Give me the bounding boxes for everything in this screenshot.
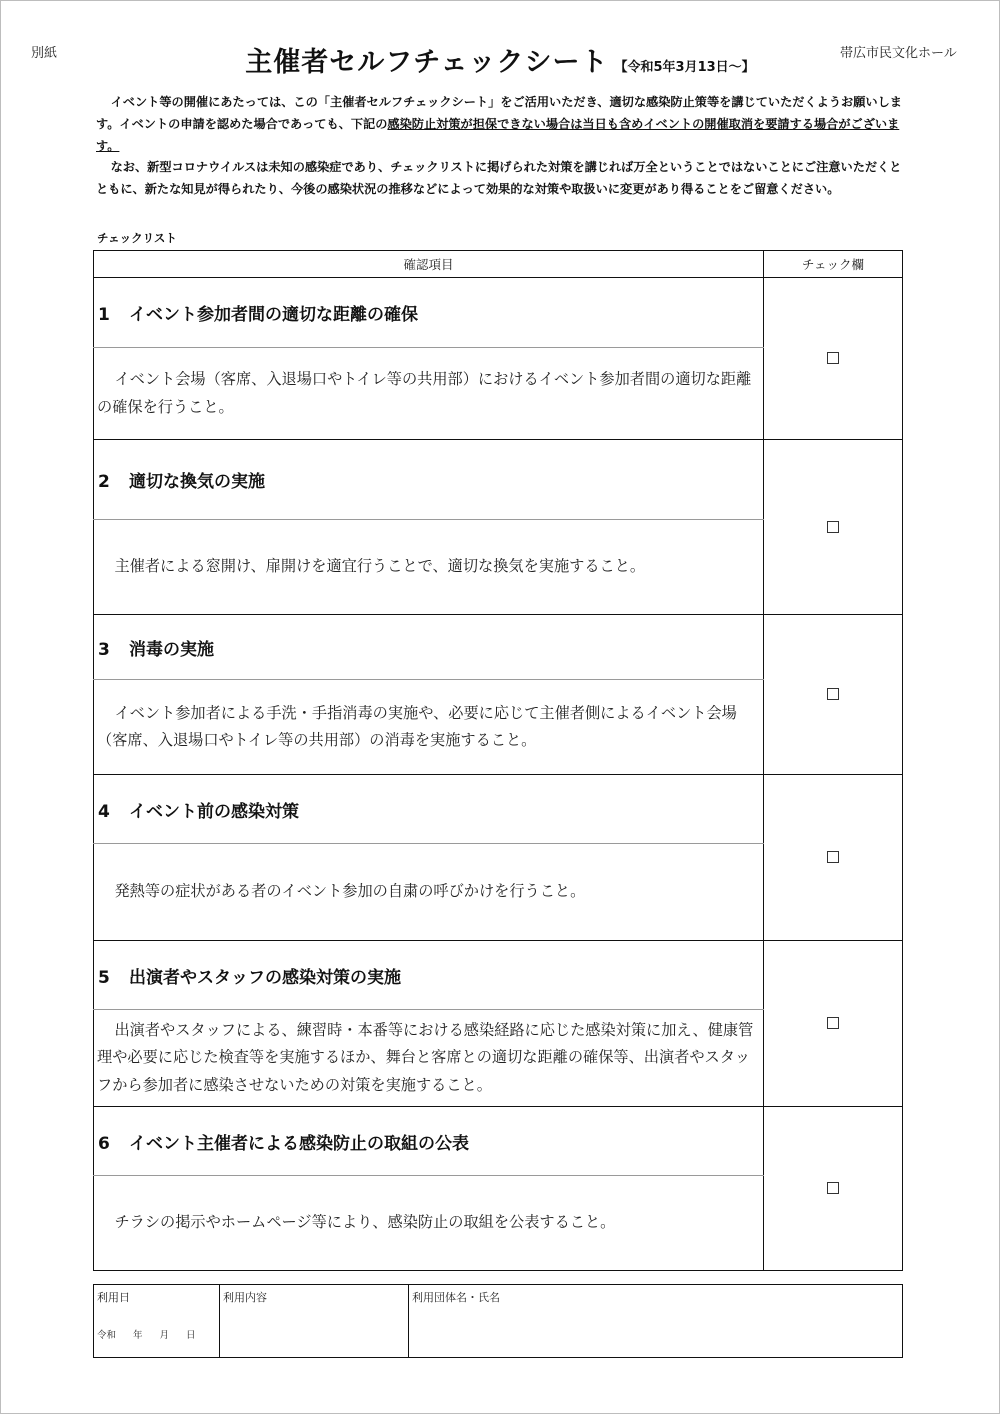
checklist-label: チェックリスト xyxy=(97,231,177,245)
checklist-item-5-head xyxy=(94,941,903,1010)
item-1-title xyxy=(94,278,764,348)
item-1-number: 1 xyxy=(98,305,110,325)
usage-content-label: 利用内容 xyxy=(223,1291,267,1304)
group-name-label: 利用団体名・氏名 xyxy=(412,1291,500,1304)
page-title: 主催者セルフチェックシート xyxy=(245,47,609,78)
column-header-check: チェック欄 xyxy=(764,251,903,278)
item-4-checkbox[interactable] xyxy=(827,851,839,863)
checklist-item-6-head xyxy=(94,1107,903,1176)
date-year: 年 xyxy=(133,1330,143,1341)
intro-paragraph-2: なお、新型コロナウイルスは未知の感染症であり、チェックリストに掲げられた対策を講じれば万全ということではないことにご注意いただくとともに、新たな知見が得られたり、今後の感染状況の推移などによって効果的な対策や取扱いに変更があり得ることをご留意ください。 xyxy=(96,160,902,197)
usage-date-label: 利用日 xyxy=(97,1291,130,1304)
checklist-item-3-head xyxy=(94,615,903,680)
item-3-description xyxy=(94,680,764,775)
item-2-check-cell[interactable] xyxy=(764,440,903,615)
checklist-item-4-head xyxy=(94,775,903,844)
item-3-description-text: イベント参加者による手洗・手指消毒の実施や、必要に応じて主催者側によるイベント会場（客席、入退場口やトイレ等の共用部）の消毒を実施すること。 xyxy=(97,703,737,749)
item-2-description-text: 主催者による窓開け、扉開けを適宜行うことで、適切な換気を実施すること。 xyxy=(114,557,646,576)
item-3-check-cell[interactable] xyxy=(764,615,903,775)
item-4-title xyxy=(94,775,764,844)
item-3-title-text: 消毒の実施 xyxy=(129,639,214,660)
intro-underlined-warning: 感染防止対策が担保できない場合は当日も含めイベントの開催取消を要請する場合がございます。 xyxy=(96,116,900,153)
item-2-number: 2 xyxy=(98,472,110,492)
item-6-title xyxy=(94,1107,764,1176)
usage-date-line xyxy=(97,1327,196,1341)
checklist-table xyxy=(93,250,903,1271)
usage-info-table xyxy=(93,1284,903,1358)
item-5-number: 5 xyxy=(98,967,110,988)
item-4-number: 4 xyxy=(98,801,110,822)
item-2-description xyxy=(94,520,764,615)
item-6-check-cell[interactable] xyxy=(764,1107,903,1271)
item-2-title xyxy=(94,440,764,520)
item-2-checkbox[interactable] xyxy=(827,521,839,533)
usage-content-field[interactable] xyxy=(220,1285,409,1358)
item-4-description-text: 発熱等の症状がある者のイベント参加の自粛の呼びかけを行うこと。 xyxy=(114,882,586,901)
item-2-title-text: 適切な換気の実施 xyxy=(129,472,265,492)
intro-text xyxy=(96,92,902,201)
usage-date-field[interactable] xyxy=(94,1285,220,1358)
item-5-description-text: 出演者やスタッフによる、練習時・本番等における感染経路に応じた感染対策に加え、健康管理や必要に応じた検査等を実施するほか、舞台と客席との適切な距離の確保等、出演者やスタッフから参加者に感染させないための対策を実施すること。 xyxy=(97,1020,754,1094)
intro-paragraph-1-text: イベント等の開催にあたっては、この「主催者セルフチェックシート」をご活用いただき、適切な感染防止策等を講じていただくようお願いします。イベントの申請を認めた場合であっても、下記の xyxy=(96,95,902,131)
checklist-item-2-head xyxy=(94,440,903,520)
column-header-item: 確認項目 xyxy=(94,251,764,278)
intro-paragraph-1 xyxy=(96,92,902,157)
item-6-checkbox[interactable] xyxy=(827,1182,839,1194)
page-title-row xyxy=(0,40,1000,79)
item-5-checkbox[interactable] xyxy=(827,1017,839,1029)
date-month: 月 xyxy=(159,1330,170,1341)
usage-info-row xyxy=(94,1285,903,1358)
item-6-description-text: チラシの掲示やホームページ等により、感染防止の取組を公表すること。 xyxy=(114,1213,616,1232)
date-day: 日 xyxy=(186,1330,196,1341)
effective-date: 【令和5年3月13日～】 xyxy=(614,60,755,75)
item-4-check-cell[interactable] xyxy=(764,775,903,941)
item-3-number: 3 xyxy=(98,639,110,660)
item-1-description-text: イベント会場（客席、入退場口やトイレ等の共用部）におけるイベント参加者間の適切な距離の確保を行うこと。 xyxy=(97,370,752,416)
item-5-title xyxy=(94,941,764,1010)
item-6-title-text: イベント主催者による感染防止の取組の公表 xyxy=(129,1133,469,1154)
group-name-field[interactable] xyxy=(409,1285,903,1358)
date-era: 令和 xyxy=(97,1330,117,1341)
item-5-description xyxy=(94,1010,764,1107)
item-5-title-text: 出演者やスタッフの感染対策の実施 xyxy=(129,967,401,988)
organization-name: 帯広市民文化ホール xyxy=(840,46,957,61)
checklist-item-1-head xyxy=(94,278,903,348)
checklist-header-row xyxy=(94,251,903,278)
item-4-title-text: イベント前の感染対策 xyxy=(129,801,299,822)
item-1-description xyxy=(94,348,764,440)
item-1-checkbox[interactable] xyxy=(827,352,839,364)
item-6-number: 6 xyxy=(98,1133,110,1154)
item-3-checkbox[interactable] xyxy=(827,688,839,700)
item-4-description xyxy=(94,844,764,941)
item-6-description xyxy=(94,1176,764,1271)
item-1-check-cell[interactable] xyxy=(764,278,903,440)
item-5-check-cell[interactable] xyxy=(764,941,903,1107)
item-3-title xyxy=(94,615,764,680)
annex-label: 別紙 xyxy=(31,46,58,61)
item-1-title-text: イベント参加者間の適切な距離の確保 xyxy=(129,305,418,325)
